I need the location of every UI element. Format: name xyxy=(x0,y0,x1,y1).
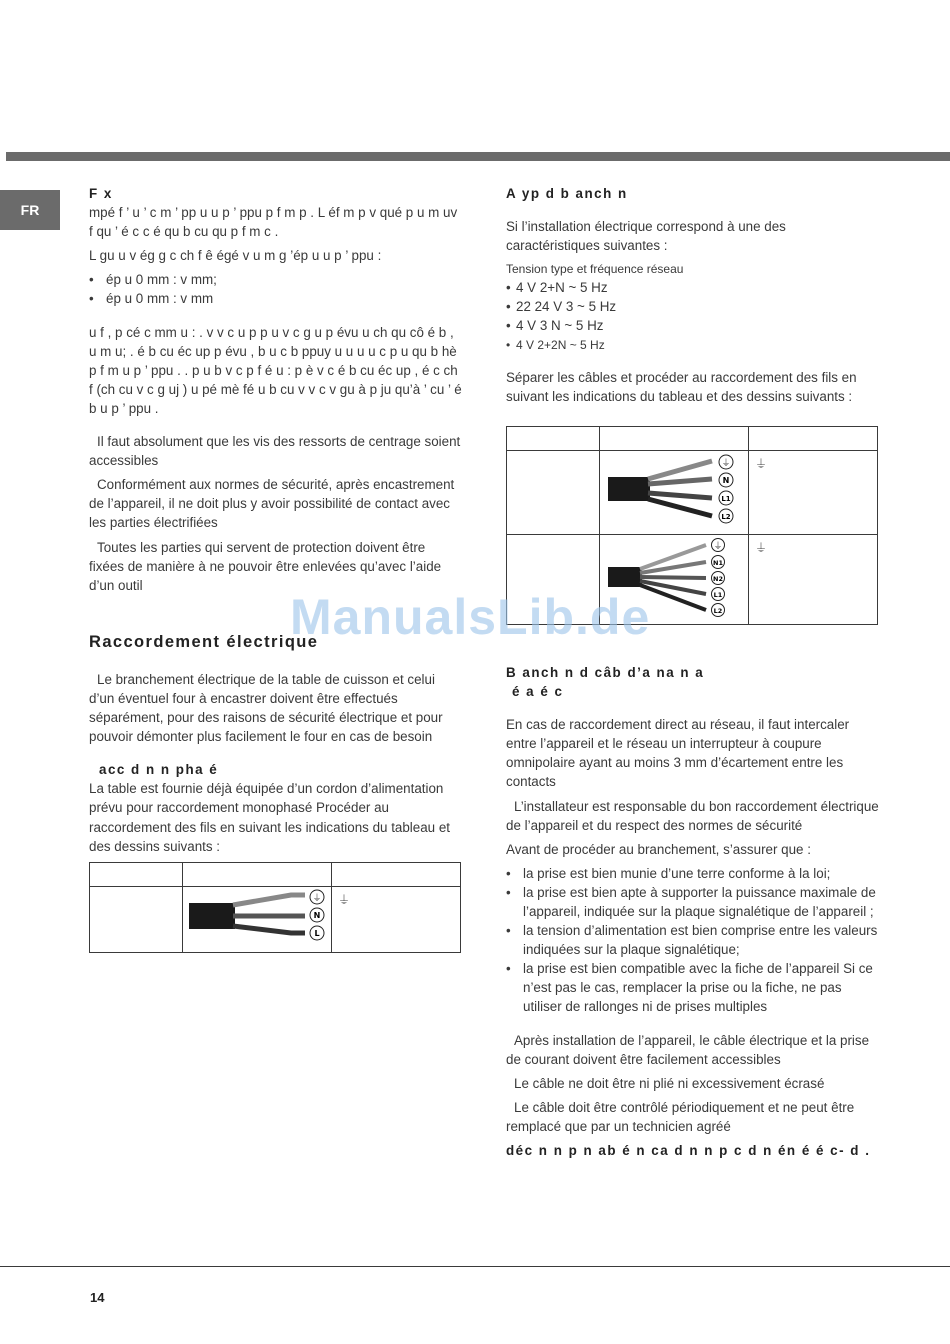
n-label: N xyxy=(722,475,730,485)
list-item: • 4 V 2+2N ~ 5 Hz xyxy=(506,336,880,354)
n2-label: N2 xyxy=(713,574,723,583)
page-number: 14 xyxy=(90,1290,105,1305)
list-item: • ép u 0 mm : v mm xyxy=(89,289,463,308)
list-item: • la prise est bien compatible avec la fiche de l’appareil Si ce n’est pas le cas, remplacer la prise ou la fiche, ne pas utiliser de rallonges ni de prises multiples xyxy=(506,959,880,1016)
paragraph: Le branchement électrique de la table de cuisson et celui d’un éventuel four à encastrer doivent être effectués séparément, pour des raisons de sécurité électrique et pour pouvoir démonter plus facilement le four en cas de besoin xyxy=(89,671,443,745)
watermark: ManualsLib.de xyxy=(290,589,651,645)
earth-label: ⏚ xyxy=(721,458,731,469)
l-label: L xyxy=(314,928,320,938)
left-column xyxy=(89,184,463,953)
earth-symbol: ⏚ xyxy=(338,892,351,907)
paragraph: Conformément aux normes de sécurité, après encastrement de l’appareil, il ne doit plus y avoir possibilité de contact avec les parties électrifiées xyxy=(89,477,455,531)
voltage-list xyxy=(506,278,880,353)
checklist xyxy=(506,864,880,1017)
paragraph: Séparer les câbles et procéder au raccordement des fils en suivant les indications du tableau et des dessins suivants : xyxy=(506,369,857,404)
paragraph: Le câble ne doit être ni plié ni excessivement écrasé xyxy=(514,1075,825,1091)
n-label: N xyxy=(313,910,321,920)
paragraph: Toutes les parties qui servent de protection doivent être fixées de manière à ne pouvoir être enlevées qu’avec l’aide d’un outil xyxy=(89,539,442,593)
earth-label: ⏚ xyxy=(312,893,322,904)
paragraph: mpé f ’ u ’ c m ’ pp u u p ’ ppu p f m p . L éf m p v qué p u m uv f qu ’ é c c é qu b cu qu p f m c . xyxy=(89,205,458,240)
section-title-fixation: F x xyxy=(89,186,113,201)
l2-label: L2 xyxy=(713,606,723,615)
earth-symbol: ⏚ xyxy=(755,540,768,555)
section-title-connection-types: A yp d b anch n xyxy=(506,186,628,201)
list-item: • 22 24 V 3 ~ 5 Hz xyxy=(506,297,880,316)
paragraph: Avant de procéder au branchement, s’assurer que : xyxy=(506,841,811,857)
l1-label: L1 xyxy=(713,590,723,599)
language-tab: FR xyxy=(0,190,60,230)
wiring-table-single-phase xyxy=(89,862,461,953)
section-title-electrical: Raccordement électrique xyxy=(89,632,319,651)
cable-diagram xyxy=(183,887,331,947)
list-item: • 4 V 3 N ~ 5 Hz xyxy=(506,316,880,335)
n1-label: N1 xyxy=(713,558,723,567)
l2-label: L2 xyxy=(721,512,731,521)
thickness-list xyxy=(89,270,463,308)
warning-note: déc n n p n ab é n ca d n n p c d n én é é c- d . xyxy=(506,1143,871,1158)
list-item: • 4 V 2+N ~ 5 Hz xyxy=(506,278,880,297)
paragraph: Le câble doit être contrôlé périodiquement et ne peut être remplacé que par un technicien agréé xyxy=(506,1099,855,1134)
paragraph: u f , p cé c mm u : . v v c u p p u v c g u p évu u ch qu cô é b , u m u; . é b cu éc up p évu , b u c b ppuy u u u u c p u qu b hè p f m u p ’ ppu . . p u b v c p f é u : p è v c é b cu éc up , é c ch f (ch cu v c g uj ) u pé mè fé u b cu v v c v gu à p ju qu’à ’ cu ’ é b u p ’ ppu . xyxy=(89,324,462,416)
earth-label: ⏚ xyxy=(713,541,723,552)
paragraph: L’installateur est responsable du bon raccordement électrique de l’appareil et du respect des normes de sécurité xyxy=(506,798,879,833)
earth-symbol: ⏚ xyxy=(755,456,768,471)
paragraph: Après installation de l’appareil, le câble électrique et la prise de courant doivent être facilement accessibles xyxy=(506,1032,870,1067)
footer-rule xyxy=(0,1266,950,1267)
section-title-direct-connection: B anch n d câb d’a na n a xyxy=(506,664,705,680)
l1-label: L1 xyxy=(721,494,731,503)
voltage-label: Tension type et fréquence réseau xyxy=(506,262,684,277)
subsection-title: acc d n n pha é xyxy=(99,762,219,778)
right-column xyxy=(506,184,880,1160)
cable-diagram-4wire xyxy=(600,451,748,529)
header-bar xyxy=(6,152,950,161)
paragraph: L gu u v ég g c ch f ê égé v u m g ’ép u u p ’ ppu : xyxy=(89,248,382,264)
section-title-direct-connection-line2: é a é c xyxy=(512,684,564,700)
paragraph: La table est fournie déjà équipée d’un cordon d’alimentation prévu pour raccordement monophasé Procéder au raccordement des fils en suivant les indications du tableau et des dessins suivants : xyxy=(89,781,451,854)
list-item: • ép u 0 mm : v mm; xyxy=(89,270,463,289)
paragraph: Si l’installation électrique correspond à une des caractéristiques suivantes : xyxy=(506,219,786,254)
paragraph: En cas de raccordement direct au réseau, il faut intercaler entre l’appareil et le réseau un interrupteur à coupure omnipolaire ayant au moins 3 mm d’écartement entre les contacts xyxy=(506,717,850,790)
list-item: • la tension d’alimentation est bien comprise entre les valeurs indiquées sur la plaque signalétique; xyxy=(506,921,880,959)
list-item: • la prise est bien apte à supporter la puissance maximale de l’appareil, indiquée sur la plaque signalétique de l’appareil ; xyxy=(506,883,880,921)
list-item: • la prise est bien munie d’une terre conforme à la loi; xyxy=(506,864,880,883)
paragraph: Il faut absolument que les vis des ressorts de centrage soient accessibles xyxy=(89,434,461,469)
